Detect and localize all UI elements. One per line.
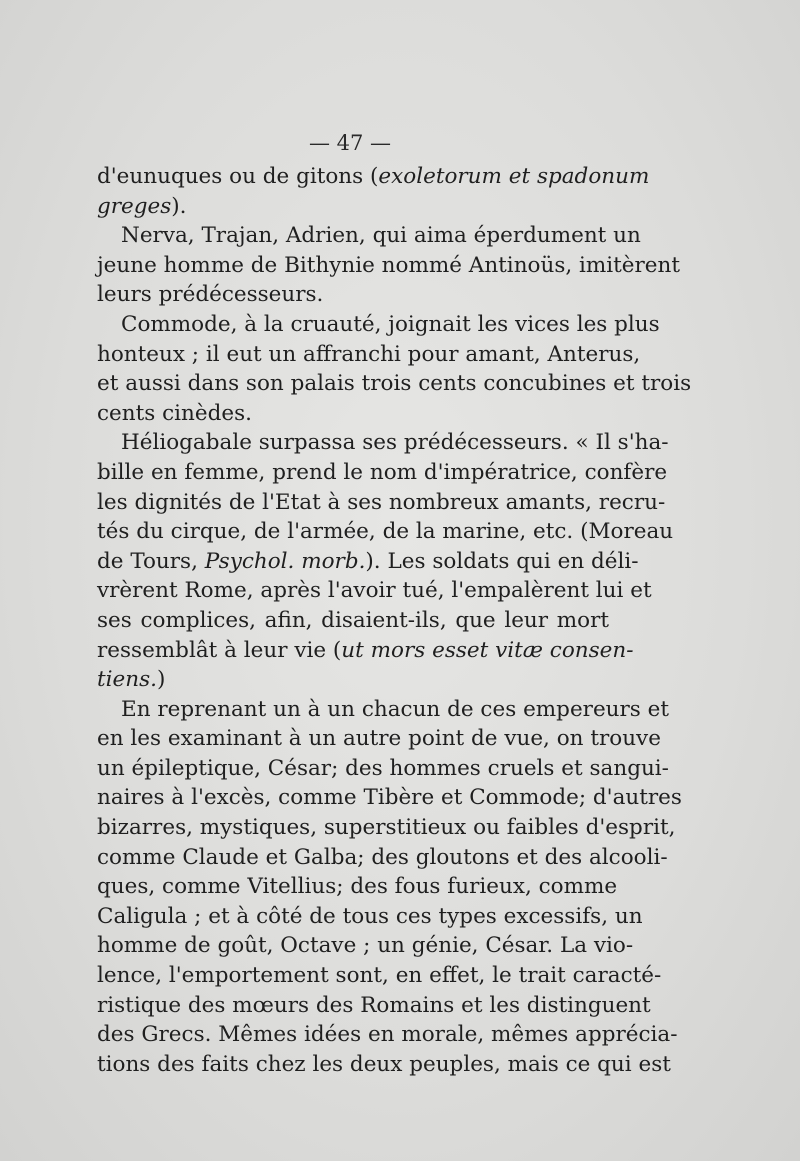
text-line — [97, 428, 669, 458]
text-segment: bille en femme, prend le nom d'impératrice, confère — [97, 459, 668, 485]
italic-text: exoletorum et spadonum — [378, 164, 650, 189]
text-line — [97, 221, 641, 251]
text-line — [97, 192, 609, 222]
text-line — [97, 636, 634, 666]
text-segment: tés du cirque, de l'armée, de la marine, etc. (Moreau — [97, 519, 674, 545]
page-number: — 47 — — [308, 131, 392, 155]
text-line — [97, 754, 669, 784]
text-segment: Commode, à la cruauté, joignait les vices les plus — [121, 311, 660, 337]
text-segment: cents cinèdes. — [97, 400, 252, 426]
text-segment: ses complices, afin, disaient-ils, que leur mort — [97, 607, 609, 633]
text-line — [97, 458, 668, 488]
text-line — [97, 251, 681, 281]
text-line — [97, 872, 618, 902]
text-segment: homme de goût, Octave ; un génie, César. La vio- — [97, 933, 634, 959]
text-line — [97, 310, 660, 340]
text-segment: un épileptique, César; des hommes cruels et sangui- — [97, 755, 669, 781]
text-segment: ristique des mœurs des Romains et les distinguent — [97, 992, 651, 1018]
text-segment: tions des faits chez les deux peuples, mais ce qui est — [97, 1051, 671, 1077]
text-segment: leurs prédécesseurs. — [97, 282, 324, 308]
text-segment: ). — [171, 193, 187, 219]
text-line — [97, 340, 641, 370]
text-line — [97, 991, 651, 1021]
text-line — [97, 606, 609, 636]
text-segment: honteux ; il eut un affranchi pour amant, Anterus, — [97, 341, 641, 367]
text-line — [97, 813, 676, 843]
text-segment: et aussi dans son palais trois cents concubines et trois — [97, 371, 692, 397]
text-line — [97, 547, 639, 577]
text-line — [97, 162, 650, 192]
text-line — [97, 399, 609, 429]
text-segment: Caligula ; et à côté de tous ces types excessifs, un — [97, 903, 643, 929]
text-line — [97, 576, 652, 606]
text-segment: Nerva, Trajan, Adrien, qui aima éperdument un — [121, 223, 641, 249]
text-segment: Héliogabale surpassa ses prédécesseurs. « Il s'ha- — [121, 430, 669, 456]
text-line — [97, 280, 609, 310]
text-segment: En reprenant un à un chacun de ces empereurs et — [121, 696, 670, 722]
text-line — [97, 665, 609, 695]
body-text — [97, 162, 692, 1079]
text-line — [97, 724, 661, 754]
text-segment: ). Les soldats qui en déli- — [365, 548, 639, 574]
text-line — [97, 961, 662, 991]
text-segment: ) — [156, 667, 166, 693]
italic-text: tiens. — [97, 667, 157, 693]
text-segment: comme Claude et Galba; des gloutons et des alcooli- — [97, 844, 668, 870]
text-segment: des Grecs. Mêmes idées en morale, mêmes apprécia- — [97, 1022, 678, 1048]
text-line — [97, 369, 692, 399]
text-line — [97, 931, 634, 961]
text-line — [97, 843, 668, 873]
text-segment: vrèrent Rome, après l'avoir tué, l'empalèrent lui et — [97, 578, 652, 604]
italic-text: greges — [97, 193, 172, 219]
text-line — [97, 902, 643, 932]
text-line — [97, 1020, 678, 1050]
text-segment: les dignités de l'Etat à ses nombreux amants, recru- — [97, 489, 666, 515]
text-segment: de Tours, — [97, 548, 205, 574]
text-line — [97, 517, 674, 547]
text-segment: lence, l'emportement sont, en effet, le trait caracté- — [97, 963, 662, 989]
text-segment: bizarres, mystiques, superstitieux ou faibles d'esprit, — [97, 815, 676, 841]
text-segment: jeune homme de Bithynie nommé Antinoüs, imitèrent — [97, 252, 681, 278]
text-line — [97, 488, 666, 518]
text-segment: en les examinant à un autre point de vue, on trouve — [97, 726, 661, 752]
text-line — [97, 695, 670, 725]
text-segment: ressemblât à leur vie ( — [97, 637, 342, 663]
italic-text: ut mors esset vitæ consen- — [341, 637, 634, 663]
text-line — [97, 1050, 671, 1080]
text-segment: ques, comme Vitellius; des fous furieux, comme — [97, 874, 618, 900]
text-segment: d'eunuques ou de gitons ( — [97, 164, 379, 189]
text-segment: naires à l'excès, comme Tibère et Commode; d'autres — [97, 785, 682, 811]
italic-text: Psychol. morb. — [204, 548, 366, 574]
text-line — [97, 783, 682, 813]
